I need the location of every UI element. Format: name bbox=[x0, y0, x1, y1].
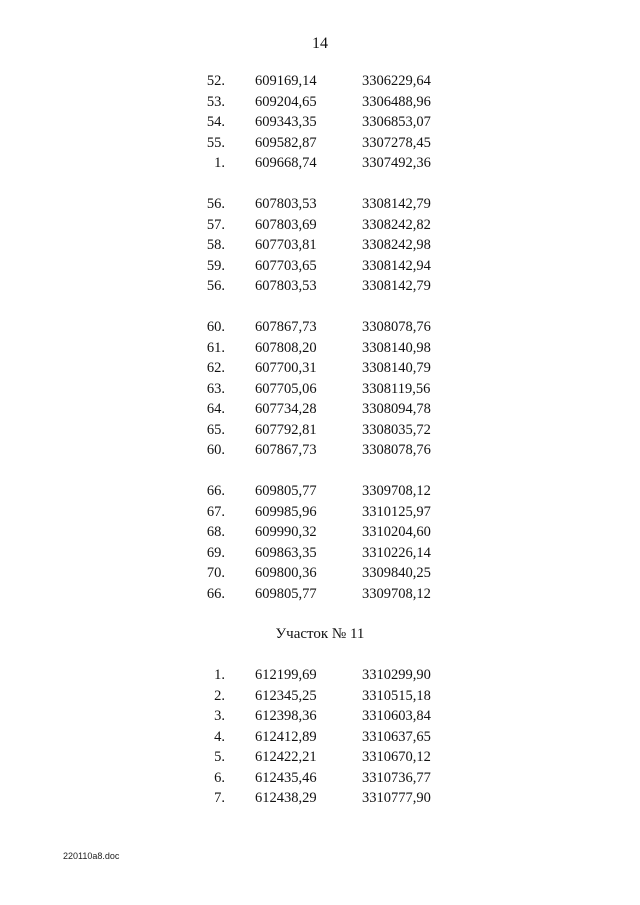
point-number: 7. bbox=[214, 790, 225, 806]
point-number: 6. bbox=[214, 769, 225, 786]
page-number: 14 bbox=[312, 35, 328, 52]
point-number: 57. bbox=[206, 216, 225, 233]
y-coordinate: 3309708,12 bbox=[362, 585, 431, 602]
x-coordinate: 607792,81 bbox=[255, 421, 317, 438]
point-number: 5. bbox=[214, 749, 225, 765]
y-coordinate: 3307492,36 bbox=[362, 155, 431, 171]
coordinate-group bbox=[0, 481, 640, 604]
coordinate-row bbox=[0, 71, 640, 92]
coordinate-row bbox=[0, 584, 640, 605]
coordinate-row bbox=[0, 215, 640, 236]
point-number: 59. bbox=[206, 257, 225, 274]
point-number: 65. bbox=[206, 421, 225, 438]
x-coordinate: 609805,77 bbox=[255, 483, 317, 499]
y-coordinate: 3310299,90 bbox=[362, 667, 431, 683]
point-number: 3. bbox=[214, 708, 225, 724]
x-coordinate: 607734,28 bbox=[255, 401, 317, 417]
y-coordinate: 3308242,98 bbox=[362, 237, 431, 253]
y-coordinate: 3310777,90 bbox=[362, 790, 431, 806]
point-number: 58. bbox=[206, 237, 225, 253]
coordinate-groups-after bbox=[0, 665, 640, 809]
x-coordinate: 609204,65 bbox=[255, 93, 317, 110]
x-coordinate: 612435,46 bbox=[255, 769, 317, 786]
x-coordinate: 609863,35 bbox=[255, 544, 317, 561]
point-number: 53. bbox=[206, 93, 225, 110]
y-coordinate: 3308094,78 bbox=[362, 401, 431, 417]
coordinate-row bbox=[0, 235, 640, 256]
coordinate-row bbox=[0, 92, 640, 113]
y-coordinate: 3310736,77 bbox=[362, 769, 431, 786]
coordinate-row bbox=[0, 256, 640, 277]
coordinate-row bbox=[0, 358, 640, 379]
coordinate-row bbox=[0, 317, 640, 338]
coordinate-row bbox=[0, 768, 640, 789]
point-number: 63. bbox=[206, 380, 225, 397]
coordinate-row bbox=[0, 522, 640, 543]
x-coordinate: 607803,69 bbox=[255, 216, 317, 233]
x-coordinate: 609985,96 bbox=[255, 503, 317, 520]
point-number: 1. bbox=[214, 667, 225, 683]
x-coordinate: 612412,89 bbox=[255, 728, 317, 745]
x-coordinate: 609668,74 bbox=[255, 155, 317, 171]
x-coordinate: 607803,53 bbox=[255, 278, 317, 294]
point-number: 54. bbox=[206, 114, 225, 130]
coordinate-row bbox=[0, 543, 640, 564]
y-coordinate: 3308119,56 bbox=[362, 380, 431, 397]
point-number: 61. bbox=[206, 339, 225, 356]
y-coordinate: 3308140,79 bbox=[362, 360, 431, 376]
coordinate-row bbox=[0, 440, 640, 461]
point-number: 64. bbox=[206, 401, 225, 417]
point-number: 70. bbox=[206, 565, 225, 581]
x-coordinate: 612199,69 bbox=[255, 667, 317, 683]
y-coordinate: 3309840,25 bbox=[362, 565, 431, 581]
coordinate-row bbox=[0, 338, 640, 359]
section-title: Участок № 11 bbox=[275, 626, 365, 642]
x-coordinate: 607703,65 bbox=[255, 257, 317, 274]
point-number: 56. bbox=[206, 278, 225, 294]
coordinate-groups-before bbox=[0, 71, 640, 604]
y-coordinate: 3310637,65 bbox=[362, 728, 431, 745]
y-coordinate: 3308142,79 bbox=[362, 196, 431, 212]
coordinate-row bbox=[0, 788, 640, 809]
x-coordinate: 607703,81 bbox=[255, 237, 317, 253]
coordinate-group bbox=[0, 665, 640, 809]
x-coordinate: 607700,31 bbox=[255, 360, 317, 376]
x-coordinate: 607803,53 bbox=[255, 196, 317, 212]
coordinate-row bbox=[0, 481, 640, 502]
y-coordinate: 3308140,98 bbox=[362, 339, 431, 356]
coordinate-group bbox=[0, 71, 640, 174]
x-coordinate: 607705,06 bbox=[255, 380, 317, 397]
coordinate-group bbox=[0, 317, 640, 461]
point-number: 60. bbox=[206, 319, 225, 335]
coordinate-row bbox=[0, 276, 640, 297]
point-number: 69. bbox=[206, 544, 225, 561]
coordinate-row bbox=[0, 399, 640, 420]
y-coordinate: 3310125,97 bbox=[362, 503, 431, 520]
point-number: 62. bbox=[206, 360, 225, 376]
x-coordinate: 607808,20 bbox=[255, 339, 317, 356]
x-coordinate: 609169,14 bbox=[255, 73, 317, 89]
point-number: 1. bbox=[214, 155, 225, 171]
point-number: 4. bbox=[214, 728, 225, 745]
x-coordinate: 612422,21 bbox=[255, 749, 317, 765]
y-coordinate: 3308035,72 bbox=[362, 421, 431, 438]
y-coordinate: 3308078,76 bbox=[362, 442, 431, 458]
x-coordinate: 607867,73 bbox=[255, 319, 317, 335]
point-number: 66. bbox=[206, 585, 225, 602]
x-coordinate: 609582,87 bbox=[255, 134, 317, 151]
point-number: 60. bbox=[206, 442, 225, 458]
coordinate-row bbox=[0, 420, 640, 441]
point-number: 67. bbox=[206, 503, 225, 520]
y-coordinate: 3310670,12 bbox=[362, 749, 431, 765]
coordinate-row bbox=[0, 153, 640, 174]
point-number: 2. bbox=[214, 687, 225, 704]
footer-filename: 220110a8.doc bbox=[63, 851, 120, 861]
point-number: 68. bbox=[206, 524, 225, 540]
x-coordinate: 607867,73 bbox=[255, 442, 317, 458]
x-coordinate: 612345,25 bbox=[255, 687, 317, 704]
y-coordinate: 3309708,12 bbox=[362, 483, 431, 499]
y-coordinate: 3306488,96 bbox=[362, 93, 431, 110]
x-coordinate: 612438,29 bbox=[255, 790, 317, 806]
x-coordinate: 612398,36 bbox=[255, 708, 317, 724]
y-coordinate: 3306853,07 bbox=[362, 114, 431, 130]
coordinate-row bbox=[0, 706, 640, 727]
point-number: 55. bbox=[206, 134, 225, 151]
y-coordinate: 3307278,45 bbox=[362, 134, 431, 151]
coordinate-row bbox=[0, 133, 640, 154]
coordinate-row bbox=[0, 727, 640, 748]
point-number: 66. bbox=[206, 483, 225, 499]
coordinate-row bbox=[0, 379, 640, 400]
coordinate-row bbox=[0, 194, 640, 215]
x-coordinate: 609990,32 bbox=[255, 524, 317, 540]
coordinate-row bbox=[0, 563, 640, 584]
y-coordinate: 3310515,18 bbox=[362, 687, 431, 704]
point-number: 52. bbox=[206, 73, 225, 89]
y-coordinate: 3308242,82 bbox=[362, 216, 431, 233]
coordinate-list bbox=[0, 71, 640, 809]
y-coordinate: 3310603,84 bbox=[362, 708, 431, 724]
x-coordinate: 609800,36 bbox=[255, 565, 317, 581]
y-coordinate: 3310226,14 bbox=[362, 544, 431, 561]
coordinate-row bbox=[0, 665, 640, 686]
y-coordinate: 3308078,76 bbox=[362, 319, 431, 335]
y-coordinate: 3310204,60 bbox=[362, 524, 431, 540]
point-number: 56. bbox=[206, 196, 225, 212]
coordinate-row bbox=[0, 112, 640, 133]
x-coordinate: 609343,35 bbox=[255, 114, 317, 130]
y-coordinate: 3308142,94 bbox=[362, 257, 431, 274]
y-coordinate: 3306229,64 bbox=[362, 73, 431, 89]
x-coordinate: 609805,77 bbox=[255, 585, 317, 602]
coordinate-row bbox=[0, 747, 640, 768]
coordinate-row bbox=[0, 686, 640, 707]
coordinate-group bbox=[0, 194, 640, 297]
y-coordinate: 3308142,79 bbox=[362, 278, 431, 294]
coordinate-row bbox=[0, 502, 640, 523]
